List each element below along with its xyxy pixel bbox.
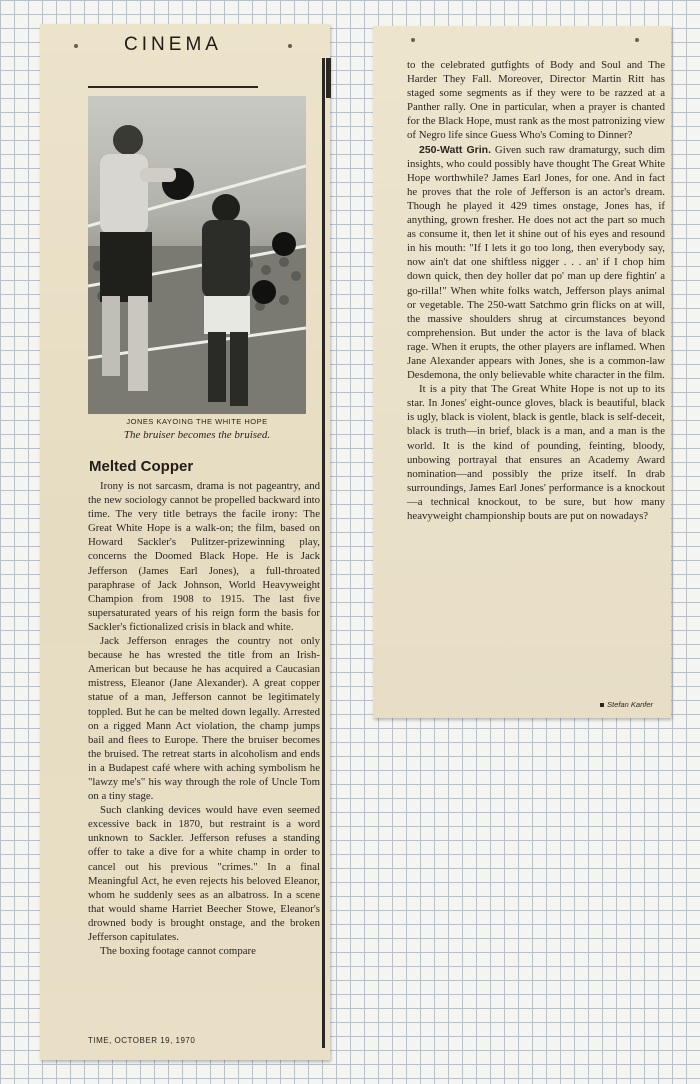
publication-footer: TIME, OCTOBER 19, 1970: [88, 1036, 196, 1045]
caption-label: JONES KAYOING THE WHITE HOPE: [126, 417, 268, 426]
section-label: CINEMA: [124, 34, 222, 55]
column-rule: [322, 58, 325, 1048]
left-clipping: [40, 24, 330, 1060]
paragraph: The boxing footage cannot compare: [100, 945, 256, 958]
right-clipping: [373, 26, 671, 718]
paragraph-text: Given such raw dramaturgy, such dim insights, who could possibly have thought The Great White Hope worthwhile? James Earl Jones, for one. And in fact he proves that the role of Jefferson is an actor's dream. Though he played it 429 times onstage, Jones has, if anything, grown fresher. He does not act the part so much as consume it, then let it shine out of his eyes and resound in his mouth: "If I lets it go too long, then everybody say, now ain't dat one shiftless nigger . . . an' if I chop him down quick, then dey holler dat po' man up dere fightin' a go-rilla!" When white folks watch, Jefferson plays animal or vegetable. The 250-watt Satchmo grin flicks on at will, the massive shoulders shrug at circumstances beyond comprehension. But under the actor is the lava of black rage. When it erupts, the other players are inflamed. When Jane Alexander appears with Jones, she is a common-law Desdemona, the only believable white character in the film.: [407, 143, 665, 382]
right-article-body: [407, 58, 665, 523]
article-title: Melted Copper: [89, 458, 194, 475]
subhead: 250-Watt Grin.: [419, 143, 491, 156]
column-rule-top: [326, 58, 331, 98]
boxing-photo: [88, 96, 306, 414]
paragraph: Irony is not sarcasm, drama is not pageantry, and the new sociology cannot be propelled backward into time. The very title betrays the facile irony: The Great White Hope is a walk-on; the film, based on Howard Sackler's Pulitzer-prizewinning play, concerns the Doomed Black Hope. He is Jack Jefferson (James Earl Jones), a full-throated paraphrase of Jack Johnson, World Heavyweight Champion from 1908 to 1915. The last five supersaturated years of his reign form the basis for Sackler's fictionalized crisis in black and white.: [88, 480, 320, 633]
pin-hole: [288, 44, 292, 48]
left-article-body: [88, 479, 320, 958]
byline-mark: [600, 703, 604, 707]
paragraph: Jack Jefferson enrages the country not only because he has wrested the title from an Irish-American but because he has acquired a Caucasian mistress, Eleanor (Jane Alexander). A great copper statue of a man, Jefferson cannot be legitimately toppled. But he can be melted down legally. Arrested on a rigged Mann Act violation, the champ jumps bail and flees to Europe. There the bruiser becomes the bruised. The retreat starts in alcoholism and ends in a Budapest café where with aching symbolism he "lawzy me's" his way through the role of Uncle Tom on a tiny stage.: [88, 635, 320, 803]
photo-caption: [88, 416, 306, 442]
paragraph: [407, 143, 665, 383]
pin-hole: [411, 38, 415, 42]
paragraph: Such clanking devices would have even seemed excessive back in 1870, but restraint is a word unknown to Sackler. Jefferson refuses a standing offer to take a dive for a white champ in order to cancel out his previous "crimes." In a final Meaningful Act, he even rejects his beloved Eleanor, whom he suddenly sees as an albatross. In a scene that would shame Harriet Beecher Stowe, Eleanor's drowned body is brought onstage, and the broken Jefferson capitulates.: [88, 804, 320, 943]
header-rule: [88, 86, 258, 88]
pin-hole: [74, 44, 78, 48]
caption-italic: The bruiser becomes the bruised.: [123, 429, 271, 441]
boxing-illustration: [88, 96, 306, 414]
byline: [600, 700, 653, 709]
paragraph: It is a pity that The Great White Hope is not up to its star. In Jones' eight-ounce gloves, black is beautiful, black is ugly, black is violent, black is gentle, black is self-deceit, black is truth—in brief, black is a man, and a man is the world. It is the kind of pounding, feinting, bloody, unbowing portrayal that ensures an Academy Award nomination—and possibly the prize itself. In drab surroundings, James Earl Jones' performance is a knockout—a technical knockout, to be sure, but how many heavyweight championship bouts are put on nowadays?: [407, 383, 665, 522]
byline-name: Stefan Kanfer: [607, 700, 653, 709]
paragraph: to the celebrated gutfights of Body and Soul and The Harder They Fall. Moreover, Director Martin Ritt has staged some segments as if they were to be razzed at a Panther rally. One in particular, when a prayer is chanted for the Black Hope, must rank as the most patronizing view of Negro life since Guess Who's Coming to Dinner?: [407, 59, 665, 142]
pin-hole: [635, 38, 639, 42]
